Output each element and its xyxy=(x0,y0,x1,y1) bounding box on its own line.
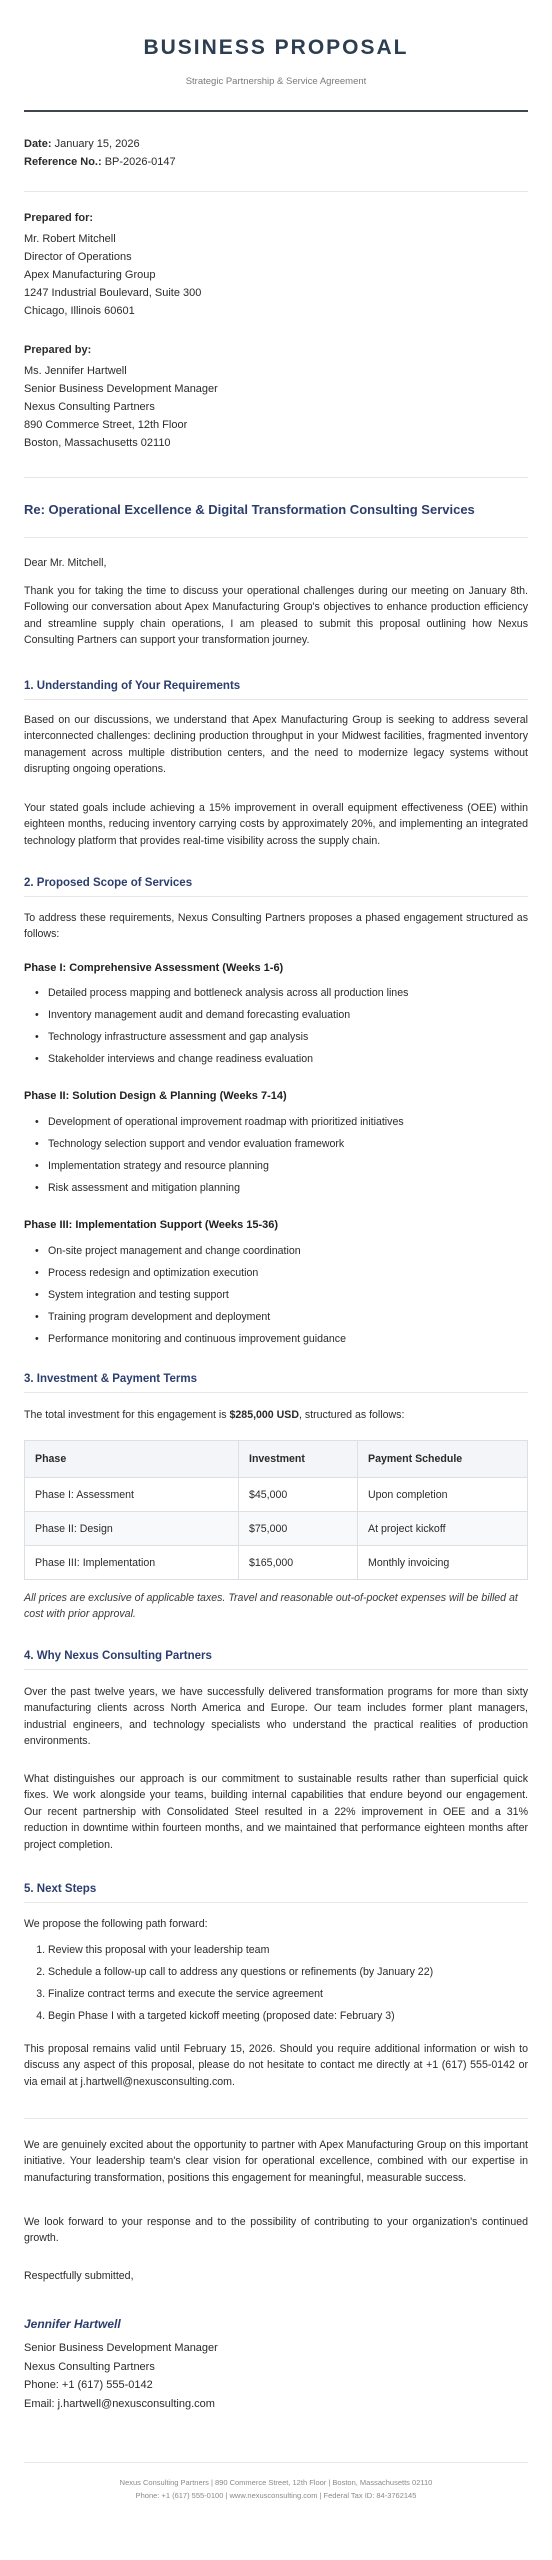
section-divider xyxy=(24,699,528,700)
section-4-title: 4. Why Nexus Consulting Partners xyxy=(24,1650,212,1662)
date-value: January 15, 2026 xyxy=(54,138,140,150)
signature-title: Senior Business Development Manager xyxy=(24,2342,218,2354)
list-item: • Detailed process mapping and bottleneck analysis across all production lines xyxy=(24,982,528,1004)
list-item: • Technology selection support and vendor evaluation framework xyxy=(24,1133,528,1155)
sender-name: Ms. Jennifer Hartwell xyxy=(24,365,127,377)
document-header xyxy=(24,0,528,112)
date-label: Date: xyxy=(24,138,52,150)
intro-paragraph: Thank you for taking the time to discuss your operational challenges during our meeting on January 8th. Following our conversation about Apex Manufacturing Group's objectives to enhance production efficiency and streamline supply chain operations, I am pleased to submit this proposal outlining how Nexus Consulting Partners can support your transformation journey. xyxy=(24,585,528,647)
prepared-for-block xyxy=(24,209,528,320)
investment-intro-text: The total investment for this engagement is xyxy=(24,1409,230,1421)
sign-off: Respectfully submitted, xyxy=(24,2270,134,2282)
list-item: 2. Schedule a follow-up call to address any questions or refinements (by January 22) xyxy=(48,1961,528,1983)
sender-address: 890 Commerce Street, 12th Floor xyxy=(24,419,188,431)
closing-paragraph-2: We look forward to your response and to the possibility of contributing to your organization's continued growth. xyxy=(24,2216,528,2245)
section-divider xyxy=(24,1669,528,1670)
section-1-paragraph-2: Your stated goals include achieving a 15% improvement in overall equipment effectiveness (OEE) within eighteen months, reducing inventory carrying costs by approximately 20%, and implementing an integrated technology platform that provides real-time visibility across the supply chain. xyxy=(24,802,528,847)
section-2-title: 2. Proposed Scope of Services xyxy=(24,877,193,889)
phase-1-list xyxy=(24,982,528,1070)
signature-email: Email: j.hartwell@nexusconsulting.com xyxy=(24,2397,215,2410)
table-cell: Upon completion xyxy=(358,1478,528,1512)
recipient-title: Director of Operations xyxy=(24,251,132,263)
reference-value: BP-2026-0147 xyxy=(104,156,176,168)
prepared-by-block xyxy=(24,341,528,452)
recipient-city: Chicago, Illinois 60601 xyxy=(24,305,135,317)
next-steps-list xyxy=(24,1939,528,2027)
table-header-row xyxy=(25,1441,528,1478)
phase-1-title: Phase I: Comprehensive Assessment (Weeks 1-6) xyxy=(24,962,284,974)
list-item: • Development of operational improvement roadmap with prioritized initiatives xyxy=(24,1111,528,1133)
pricing-note: All prices are exclusive of applicable taxes. Travel and reasonable out-of-pocket expenses will be billed at cost with prior approval. xyxy=(24,1592,518,1621)
meta-block xyxy=(24,135,528,171)
divider xyxy=(24,191,528,192)
section-3-intro xyxy=(24,1407,528,1423)
list-item: • Process redesign and optimization execution xyxy=(24,1262,528,1284)
phase-3-list xyxy=(24,1240,528,1350)
list-item: • Risk assessment and mitigation planning xyxy=(24,1177,528,1199)
document-title: BUSINESS PROPOSAL xyxy=(143,36,409,59)
list-item: • Implementation strategy and resource planning xyxy=(24,1155,528,1177)
signature-company: Nexus Consulting Partners xyxy=(24,2360,155,2373)
phase-3-title: Phase III: Implementation Support (Weeks 15-36) xyxy=(24,1219,279,1231)
divider xyxy=(24,537,528,538)
table-row xyxy=(25,1478,528,1512)
section-1-title: 1. Understanding of Your Requirements xyxy=(24,680,241,692)
recipient-name: Mr. Robert Mitchell xyxy=(24,233,116,245)
table-cell: $75,000 xyxy=(239,1512,358,1546)
footer-divider xyxy=(24,2462,528,2463)
section-4-paragraph-2: What distinguishes our approach is our commitment to sustainable results rather than superficial quick fixes. We work alongside your teams, building internal capabilities that endure beyond our engagement. Our recent partnership with Consolidated Steel resulted in a 22% improvement in OEE and a 31% reduction in downtime within fourteen months, and we maintained that performance eighteen months after project completion. xyxy=(24,1773,528,1851)
section-2-intro: To address these requirements, Nexus Consulting Partners proposes a phased engagement structured as follows: xyxy=(24,912,528,941)
footer-line: Phone: +1 (617) 555-0100 | www.nexusconsulting.com | Federal Tax ID: 84-3762145 xyxy=(135,2491,417,2500)
sender-city: Boston, Massachusetts 02110 xyxy=(24,437,171,449)
section-3-title: 3. Investment & Payment Terms xyxy=(24,1373,197,1385)
divider xyxy=(24,477,528,478)
recipient-address: 1247 Industrial Boulevard, Suite 300 xyxy=(24,287,202,299)
section-1-paragraph-1: Based on our discussions, we understand that Apex Manufacturing Group is seeking to address several interconnected challenges: declining production throughput in your Midwest facilities, fragmented inventory management across multiple distribution centers, and the need to modernize legacy systems without disrupting ongoing operations. xyxy=(24,714,528,776)
page-footer xyxy=(24,2476,528,2502)
table-cell: $45,000 xyxy=(239,1478,358,1512)
table-row xyxy=(25,1546,528,1580)
list-item: 1. Review this proposal with your leadership team xyxy=(48,1939,528,1961)
investment-table xyxy=(24,1440,528,1580)
list-item: 4. Begin Phase I with a targeted kickoff meeting (proposed date: February 3) xyxy=(48,2005,528,2027)
divider xyxy=(24,2118,528,2119)
table-row xyxy=(25,1512,528,1546)
recipient-company: Apex Manufacturing Group xyxy=(24,269,156,281)
total-investment-amount: $285,000 USD xyxy=(229,1409,300,1421)
list-item: • Performance monitoring and continuous improvement guidance xyxy=(24,1328,528,1350)
table-cell: Phase II: Design xyxy=(25,1512,239,1546)
prepared-for-label: Prepared for: xyxy=(24,212,94,224)
list-item: • Technology infrastructure assessment and gap analysis xyxy=(24,1026,528,1048)
list-item: • Training program development and deployment xyxy=(24,1306,528,1328)
list-item: • System integration and testing support xyxy=(24,1284,528,1306)
table-cell: Phase III: Implementation xyxy=(25,1546,239,1580)
section-divider xyxy=(24,1392,528,1393)
phase-2-list xyxy=(24,1111,528,1199)
list-item: • On-site project management and change coordination xyxy=(24,1240,528,1262)
subject-line: Re: Operational Excellence & Digital Transformation Consulting Services xyxy=(24,502,475,517)
signature-phone: Phone: +1 (617) 555-0142 xyxy=(24,2379,153,2391)
signature-block xyxy=(24,2339,528,2413)
table-cell: At project kickoff xyxy=(358,1512,528,1546)
sender-company: Nexus Consulting Partners xyxy=(24,401,155,413)
header-divider xyxy=(24,110,528,112)
section-5-title: 5. Next Steps xyxy=(24,1883,97,1895)
list-item: • Stakeholder interviews and change readiness evaluation xyxy=(24,1048,528,1070)
signature-name: Jennifer Hartwell xyxy=(24,2317,121,2331)
list-item: 3. Finalize contract terms and execute the service agreement xyxy=(48,1983,528,2005)
column-header-investment: Investment xyxy=(239,1441,358,1478)
phase-2-title: Phase II: Solution Design & Planning (Weeks 7-14) xyxy=(24,1090,287,1102)
investment-intro-text: , structured as follows: xyxy=(299,1409,405,1421)
salutation: Dear Mr. Mitchell, xyxy=(24,557,107,569)
section-4-paragraph-1: Over the past twelve years, we have successfully delivered transformation programs for more than sixty manufacturing clients across North America and Europe. Our team includes former plant managers, industrial engineers, and technology specialists who understand the practical realities of production environments. xyxy=(24,1686,528,1748)
column-header-phase: Phase xyxy=(25,1441,239,1478)
footer-line: Nexus Consulting Partners | 890 Commerce Street, 12th Floor | Boston, Massachusetts 02110 xyxy=(119,2478,433,2487)
reference-label: Reference No.: xyxy=(24,156,102,168)
document-subtitle: Strategic Partnership & Service Agreement xyxy=(185,76,367,87)
validity-paragraph: This proposal remains valid until February 15, 2026. Should you require additional information or wish to discuss any aspect of this proposal, please do not hesitate to contact me directly at +1 (617) 555-0142 or via email at j.hartwell@nexusconsulting.com. xyxy=(24,2043,528,2088)
sender-title: Senior Business Development Manager xyxy=(24,383,218,395)
list-item: • Inventory management audit and demand forecasting evaluation xyxy=(24,1004,528,1026)
section-divider xyxy=(24,1902,528,1903)
table-cell: $165,000 xyxy=(239,1546,358,1580)
table-cell: Monthly invoicing xyxy=(358,1546,528,1580)
section-5-intro: We propose the following path forward: xyxy=(24,1918,208,1930)
table-cell: Phase I: Assessment xyxy=(25,1478,239,1512)
closing-paragraph-1: We are genuinely excited about the opportunity to partner with Apex Manufacturing Group on this important initiative. Your leadership team's clear vision for operational excellence, combined with our expertise in manufacturing transformation, positions this engagement for meaningful, measurable success. xyxy=(24,2139,528,2184)
prepared-by-label: Prepared by: xyxy=(24,344,92,356)
section-divider xyxy=(24,896,528,897)
column-header-payment-schedule: Payment Schedule xyxy=(358,1441,528,1478)
